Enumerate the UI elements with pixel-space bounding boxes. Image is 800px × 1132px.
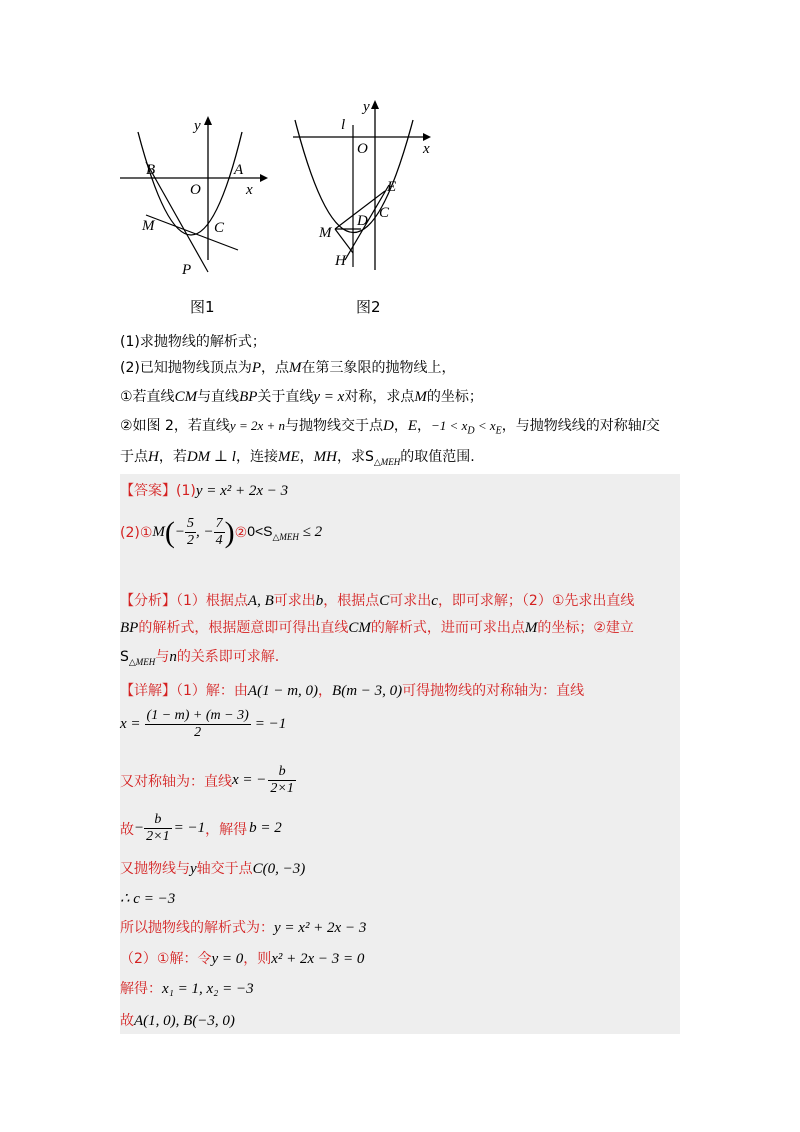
detail-line7: 所以抛物线的解析式为：y = x² + 2x − 3 [120, 920, 367, 936]
analysis-line2: BP的解析式，根据题意即可得出直线CM的解析式，进而可求出点M的坐标；②建立 [120, 620, 634, 636]
answer-a2-m: M [152, 524, 165, 540]
detail-line1: 【详解】（1）解：由A(1 − m, 0)，B(m − 3, 0)可得抛物线的对称轴为：直线 [120, 683, 585, 699]
fig1-label-c: C [214, 220, 225, 236]
detail-line9: 解得：x₁ = 1, x₂ = −3 [120, 981, 254, 997]
q-item2-j: ，连接 [235, 449, 278, 465]
q-item2-m2: 的取值范围. [400, 449, 475, 465]
q2-text-a: (2)已知抛物线顶点为 [120, 360, 252, 376]
analysis-line3: $S_{\triangle MEH}$与n的关系即可求解. [120, 649, 280, 667]
q-item1-a: ①若直线 [120, 389, 175, 405]
q-item1-d: 对称，求点 [344, 389, 415, 405]
answer-line1 [120, 480, 288, 500]
q2-p: P [251, 360, 262, 376]
q-item2-ineq: $-1 < x_D < x_E$ [431, 418, 502, 437]
q-item2-k: ， [299, 449, 314, 465]
fig2-label-o: O [357, 141, 368, 157]
answer-a2-coord: ( [164, 515, 175, 549]
q-item1-bp: BP [239, 389, 258, 405]
answer-a1-eq: y = x² + 2x − 3 [195, 483, 289, 499]
fig2-label-c: C [379, 205, 390, 221]
answer-line2: (2)① M ( − $\frac{5}{2}$ , − $\frac{7}{4}$ ) ② $0<S_{\triangle MEH} \le 2$ [120, 515, 323, 549]
question-part1: (1)求抛物线的解析式； [120, 334, 266, 350]
fig1-label-p: P [182, 262, 192, 278]
answer-frac1: $\frac{5}{2}$ [187, 516, 195, 548]
fig2-label-e: E [387, 179, 397, 195]
q-item2-me: ME [277, 449, 300, 465]
q-item2-l: l [641, 418, 646, 434]
q-item1-e: 的坐标； [426, 389, 483, 405]
question-item2-line2 [120, 446, 475, 468]
q-item1-m: M [414, 389, 427, 405]
q2-m: M [289, 360, 302, 376]
fig2-y-arrow [371, 100, 379, 109]
q-item2-d2: ， [417, 418, 432, 434]
fig1-label-o: O [190, 182, 201, 198]
answer-tag: 【答案】 [120, 483, 176, 499]
question-part2 [120, 357, 456, 377]
fig1-y-arrow [204, 116, 212, 125]
fig2-label-l: l [341, 117, 346, 133]
detail-tag: 【详解】 [120, 683, 176, 699]
q-item2-d: D [383, 418, 394, 434]
analysis-tag: 【分析】 [120, 593, 176, 609]
question-item1 [120, 386, 483, 406]
detail-line10: 故A(1, 0), B(−3, 0) [120, 1013, 235, 1029]
q-item2-l2: ，求 [336, 449, 365, 465]
q-item1-yx: y = x [313, 389, 345, 405]
question-item2-line1 [120, 415, 660, 437]
q-item2-g: 交 [645, 418, 660, 434]
fig2-x-arrow [423, 133, 431, 141]
q-item2-b: 与抛物线交于点 [285, 418, 384, 434]
q-item1-b: 与直线 [197, 389, 240, 405]
fig2-label-x: x [423, 141, 430, 157]
fig2-caption: 图2 [356, 298, 381, 316]
fig2-label-d: D [357, 213, 368, 229]
fig1-label-x: x [246, 182, 253, 198]
fig1-label-a: A [234, 162, 244, 178]
answer-a2-range: $0<S_{\triangle MEH} \le 2$ [247, 522, 323, 542]
q-item2-hh: H [148, 449, 159, 465]
fig2-label-y: y [363, 99, 370, 115]
fig1-caption: 图1 [190, 298, 215, 316]
fig1-x-arrow [260, 174, 268, 182]
q-item2-s: $S_{\triangle MEH}$ [364, 449, 401, 467]
q-item1-c: 关于直线 [257, 389, 314, 405]
detail-line8: （2）①解：令y = 0，则x² + 2x − 3 = 0 [120, 951, 365, 967]
detail-line3: 又对称轴为：直线 x = − $\frac{b}{2\times 1}$ [120, 764, 294, 796]
fig2-label-m: M [319, 225, 332, 241]
detail-line5: 又抛物线与y轴交于点C(0, −3) [120, 861, 306, 877]
q-item1-cm: CM [174, 389, 198, 405]
fig1-label-b: B [146, 162, 156, 178]
q-item2-i: ，若 [158, 449, 187, 465]
figure-1 [110, 110, 280, 290]
q2-text-b: ，点 [261, 360, 290, 376]
detail-line4: 故 − $\frac{b}{2\times 1}$ = −1 ，解得 b = 2 [120, 812, 282, 844]
q-item2-c: ， [393, 418, 408, 434]
answer-a1-label: (1) [176, 483, 196, 499]
fig1-label-m: M [142, 218, 155, 234]
q2-text-c: 在第三象限的抛物线上， [301, 360, 456, 376]
fig1-label-y: y [194, 118, 201, 134]
q-item2-mh: MH [313, 449, 337, 465]
answer-frac2: $\frac{7}{4}$ [215, 516, 223, 548]
detail-line2: x = $\frac{(1 - m) + (m - 3)}{2}$ = −1 [120, 708, 287, 740]
q-item2-f: ，与抛物线线的对称轴 [501, 418, 642, 434]
analysis-line1: 【分析】（1）根据点A, B可求出b，根据点C可求出c，即可求解；（2）①先求出直线 [120, 593, 635, 609]
detail-line6: ∴ c = −3 [120, 891, 176, 907]
q-item2-a: ②如图 2，若直线 [120, 418, 230, 434]
q-item2-dm: DM ⊥ l [186, 449, 236, 465]
fig2-label-h: H [335, 253, 346, 269]
answer-a2-label: (2)① [120, 524, 153, 541]
q-item2-h: 于点 [120, 449, 148, 465]
figure-2 [285, 95, 445, 280]
q-item2-line: y = 2x + n [229, 418, 286, 433]
q-item2-e: E [407, 418, 418, 434]
answer-a2-item2: ② [234, 524, 248, 541]
